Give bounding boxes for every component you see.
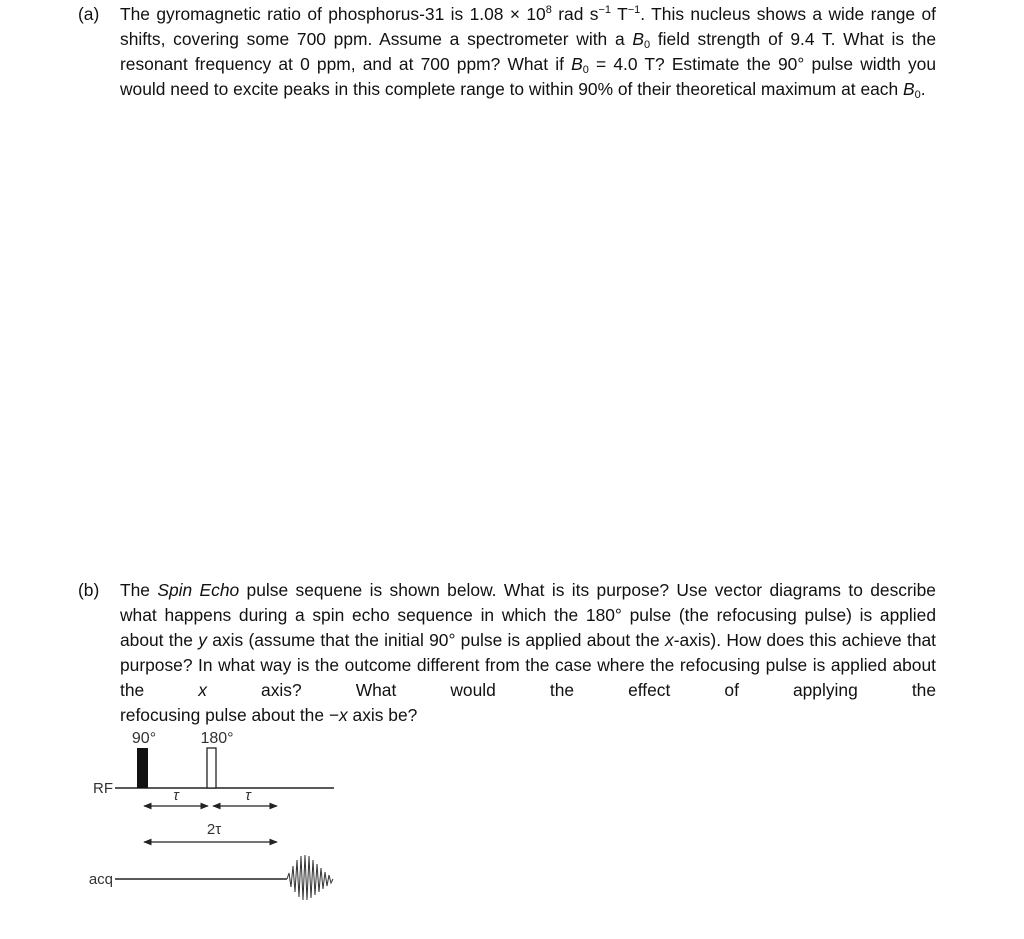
pulse-180-block (207, 748, 216, 788)
question-a-label: (a) (78, 4, 100, 24)
question-b-label: (b) (78, 580, 100, 600)
acq-channel-label: acq (88, 871, 113, 888)
tau-label-2: τ (245, 787, 251, 804)
two-tau-label: 2τ (206, 821, 222, 838)
question-a-text: The gyromagnetic ratio of phosphorus-31 is $1.08 \times 10^8$ rad $s^{-1}$ $T^{-1}$. This nucleus shows a wide range of shifts, covering some 700 ppm. Assume a spectrometer with a $B_0$ field strength of 9.4 T. What is the resonant frequency at 0 ppm, and at 700 ppm? What if $B_0 = 4.0$ T? Estimate the 90° pulse width you would need to excite peaks in this complete range to within 90% of their theoretical maximum at each $B_0$. (120, 4, 937, 101)
question-b-text: The Spin Echo pulse sequene is shown below. What is its purpose? Use vector diagrams to describe what happens during a spin echo sequence in which the 180° pulse (the refocusing pulse) is applied about the y axis (assume that the initial 90° pulse is applied about the x-axis). How does this achieve that purpose? In what way is the outcome different from the case where the refocusing pulse is applied about the x axis? What would the effect of applying the refocusing pulse about the −x axis be? (120, 580, 936, 725)
tau-label-1: τ (173, 787, 179, 804)
pulse-90-label: 90° (131, 730, 157, 747)
pulse-180-label: 180° (200, 730, 234, 747)
pulse-90-block (137, 748, 148, 788)
rf-channel-label: RF (93, 780, 113, 797)
echo-signal (287, 855, 333, 900)
